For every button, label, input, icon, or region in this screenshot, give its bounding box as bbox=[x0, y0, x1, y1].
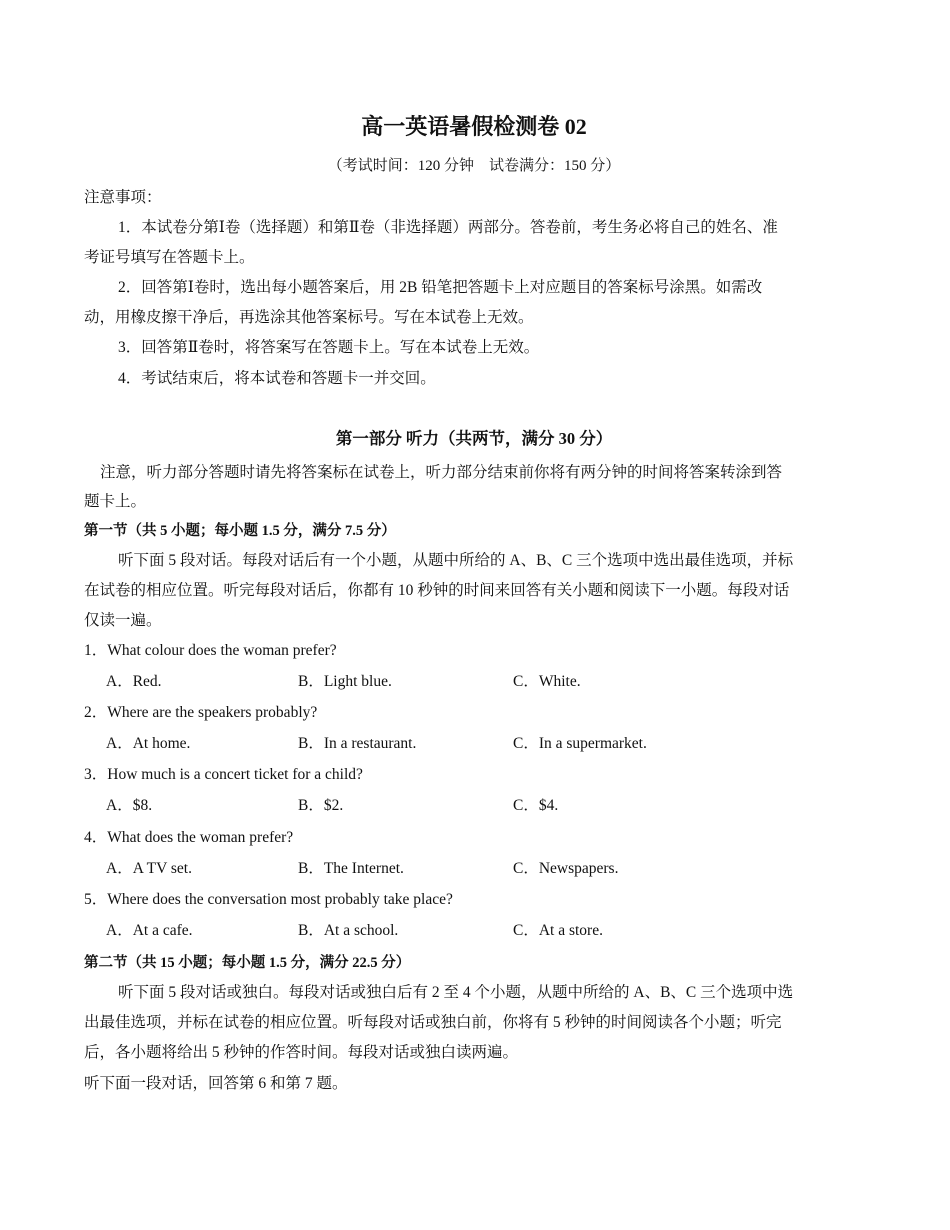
section2-instruction: 听下面一段对话，回答第 6 和第 7 题。 bbox=[84, 1075, 348, 1092]
exam-subtitle: （考试时间：120 分钟 试卷满分：150 分） bbox=[327, 158, 621, 174]
question-5-option-c: C．At a store. bbox=[513, 922, 603, 939]
notes-heading: 注意事项： bbox=[84, 189, 162, 206]
section1-intro-line-1: 听下面 5 段对话。每段对话后有一个小题，从题中所给的 A、B、C 三个选项中选出最佳选项，并标 bbox=[118, 552, 794, 569]
section2-intro-line-2: 出最佳选项，并标在试卷的相应位置。听每段对话或独白前，你将有 5 秒钟的时间阅读各个小题；听完 bbox=[84, 1014, 782, 1031]
question-5-option-a: A．At a cafe. bbox=[106, 922, 193, 939]
question-1-option-a: A．Red. bbox=[106, 673, 162, 690]
question-4-option-c: C．Newspapers. bbox=[513, 860, 619, 877]
note-item-2-line-1: 2．回答第Ⅰ卷时，选出每小题答案后，用 2B 铅笔把答题卡上对应题目的答案标号涂黑。如需改 bbox=[118, 279, 763, 296]
question-1-option-b: B．Light blue. bbox=[298, 673, 392, 690]
part1-heading: 第一部分 听力（共两节，满分 30 分） bbox=[335, 429, 613, 448]
section2-intro-line-3: 后，各小题将给出 5 秒钟的作答时间。每段对话或独白读两遍。 bbox=[84, 1044, 519, 1061]
question-3-option-c: C．$4. bbox=[513, 797, 559, 814]
question-4-option-b: B．The Internet. bbox=[298, 860, 404, 877]
question-2: 2．Where are the speakers probably? bbox=[84, 704, 318, 721]
question-2-option-a: A．At home. bbox=[106, 735, 191, 752]
question-3: 3．How much is a concert ticket for a child? bbox=[84, 766, 363, 783]
section1-intro-line-2: 在试卷的相应位置。听完每段对话后，你都有 10 秒钟的时间来回答有关小题和阅读下一小题。每段对话 bbox=[84, 582, 790, 599]
question-3-option-a: A．$8. bbox=[106, 797, 153, 814]
question-2-option-b: B．In a restaurant. bbox=[298, 735, 417, 752]
page-title: 高一英语暑假检测卷 02 bbox=[361, 114, 587, 139]
note-item-3: 3．回答第Ⅱ卷时，将答案写在答题卡上。写在本试卷上无效。 bbox=[118, 339, 540, 356]
question-1: 1．What colour does the woman prefer? bbox=[84, 642, 337, 659]
question-1-option-c: C．White. bbox=[513, 673, 581, 690]
question-5-option-b: B．At a school. bbox=[298, 922, 399, 939]
part1-notice-line-1: 注意，听力部分答题时请先将答案标在试卷上，听力部分结束前你将有两分钟的时间将答案转涂到答 bbox=[100, 464, 783, 481]
question-5: 5．Where does the conversation most probably take place? bbox=[84, 891, 453, 908]
part1-notice-line-2: 题卡上。 bbox=[84, 493, 147, 510]
section1-intro-line-3: 仅读一遍。 bbox=[84, 612, 162, 629]
note-item-1-line-1: 1．本试卷分第Ⅰ卷（选择题）和第Ⅱ卷（非选择题）两部分。答卷前，考生务必将自己的姓名、准 bbox=[118, 219, 778, 236]
note-item-1-line-2: 考证号填写在答题卡上。 bbox=[84, 249, 255, 266]
note-item-2-line-2: 动，用橡皮擦干净后，再选涂其他答案标号。写在本试卷上无效。 bbox=[84, 309, 534, 326]
note-item-4: 4．考试结束后，将本试卷和答题卡一并交回。 bbox=[118, 370, 436, 387]
question-3-option-b: B．$2. bbox=[298, 797, 344, 814]
question-4-option-a: A．A TV set. bbox=[106, 860, 192, 877]
question-4: 4．What does the woman prefer? bbox=[84, 829, 294, 846]
section2-intro-line-1: 听下面 5 段对话或独白。每段对话或独白后有 2 至 4 个小题，从题中所给的 A、B、C 三个选项中选 bbox=[118, 984, 794, 1001]
section1-heading: 第一节（共 5 小题；每小题 1.5 分，满分 7.5 分） bbox=[84, 523, 396, 539]
question-2-option-c: C．In a supermarket. bbox=[513, 735, 647, 752]
section2-heading: 第二节（共 15 小题；每小题 1.5 分，满分 22.5 分） bbox=[84, 955, 411, 971]
